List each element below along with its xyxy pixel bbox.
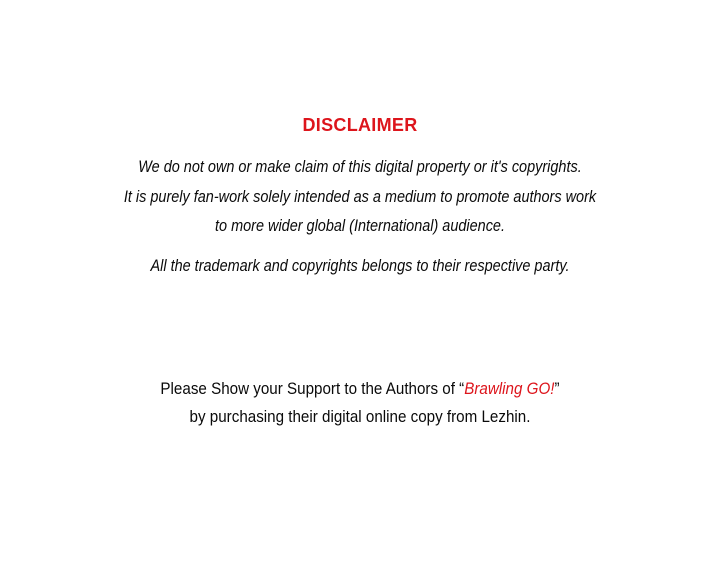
trademark-line: All the trademark and copyrights belongs to their respective party.: [150, 256, 570, 275]
series-title: Brawling GO!: [464, 380, 555, 398]
disclaimer-paragraph: [54, 152, 666, 241]
disclaimer-line-3: to more wider global (International) audience.: [215, 216, 505, 235]
support-line-1-prefix: Please Show your Support to the Authors of “: [160, 380, 465, 398]
support-line-1: [29, 376, 691, 404]
disclaimer-title: DISCLAIMER: [302, 115, 418, 135]
support-line-2: by purchasing their digital online copy from Lezhin.: [189, 407, 531, 426]
support-note: [29, 376, 691, 431]
disclaimer-line-1: We do not own or make claim of this digital property or it's copyrights.: [138, 157, 582, 176]
disclaimer-line-2: It is purely fan-work solely intended as a medium to promote authors work: [123, 186, 597, 206]
support-line-1-suffix: ”: [554, 380, 560, 398]
